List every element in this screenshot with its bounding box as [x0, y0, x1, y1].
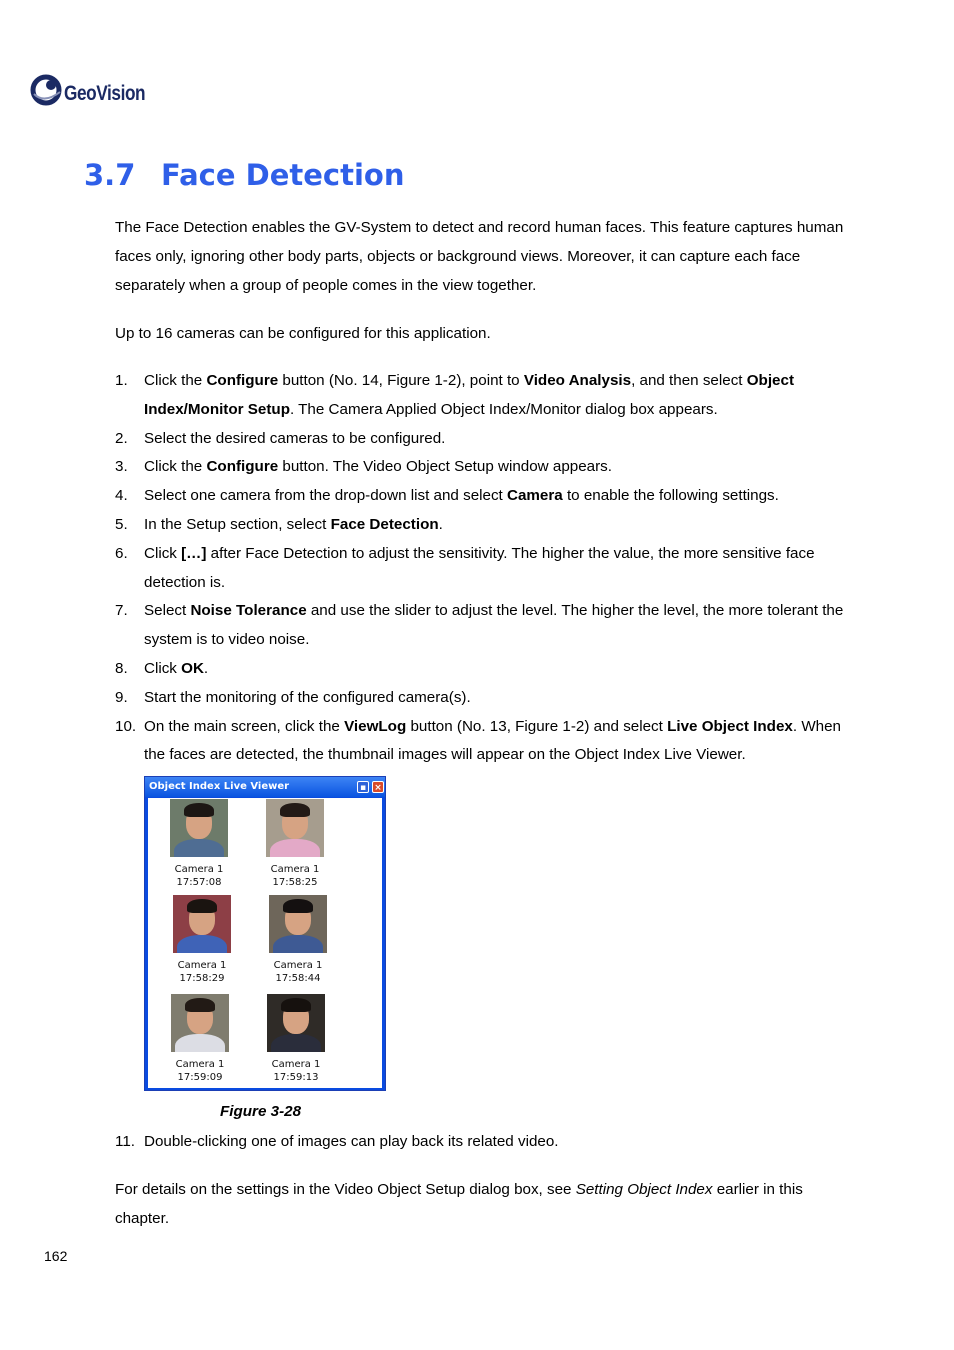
section-title: Face Detection [161, 158, 405, 192]
step-emphasis: ViewLog [344, 717, 407, 735]
closing-text-after: earlier in this chapter. [115, 1181, 803, 1227]
face-body [174, 839, 224, 857]
step-text: button. The Video Object Setup window appears. [278, 458, 612, 476]
face-image[interactable] [170, 799, 228, 857]
face-thumbnail[interactable] [255, 799, 335, 889]
face-body [175, 1034, 225, 1052]
thumbnail-camera: Camera 1 [271, 1059, 321, 1070]
step-text: Click [144, 659, 182, 677]
step-emphasis: Configure [206, 372, 279, 389]
step-number: 8. [115, 659, 128, 677]
face-body [177, 935, 227, 953]
pin-icon[interactable]: ▪ [357, 781, 369, 793]
thumbnail-time: 17:58:29 [179, 973, 225, 984]
step-text: In the Setup section, select [144, 515, 331, 533]
face-hair [283, 899, 313, 913]
step-text: after Face Detection to adjust the sensitivity. The higher the value, the more sensitive face detection is. [144, 544, 815, 591]
face-image[interactable] [267, 994, 325, 1052]
thumbnail-camera: Camera 1 [270, 864, 320, 875]
step-emphasis: Noise Tolerance [190, 602, 307, 620]
step-continuation: When the faces are detected, the thumbnail images will appear on the Object Index Live Viewer. [144, 717, 841, 764]
step-text: . [438, 515, 443, 533]
thumbnail-camera: Camera 1 [175, 1059, 225, 1070]
face-hair [281, 998, 311, 1012]
camera-limit-paragraph: Up to 16 cameras can be configured for this application. [115, 325, 491, 342]
step-text: Double-clicking one of images can play back its related video. [144, 1133, 559, 1150]
step-3 [115, 453, 845, 482]
thumbnail-time: 17:57:08 [176, 877, 222, 888]
step-emphasis: Live Object Index [667, 717, 793, 735]
logo-wordmark: GeoVision [64, 82, 146, 105]
step-text: , and then select [631, 372, 747, 389]
closing-reference: Setting Object Index [575, 1181, 713, 1198]
step-8 [115, 655, 845, 684]
thumbnail-time: 17:58:44 [275, 973, 321, 984]
thumbnail-camera: Camera 1 [273, 960, 323, 971]
step-7 [115, 597, 845, 655]
face-body [273, 935, 323, 953]
step-text: Click [144, 544, 182, 562]
step-emphasis: Video Analysis [523, 372, 632, 389]
face-thumbnail[interactable] [160, 994, 240, 1084]
step-10 [115, 713, 845, 771]
thumbnail-time: 17:58:25 [272, 877, 318, 888]
step-number: 11. [115, 1133, 135, 1150]
step-text: Select one camera from the drop-down list and select [144, 487, 507, 505]
viewer-title: Object Index Live Viewer [149, 781, 290, 792]
intro-paragraph: The Face Detection enables the GV-System to detect and record human faces. This feature captures human faces only, ignoring other body parts, objects or background views. Moreover, it can capture each face separately when a group of people comes in the view together. [115, 219, 844, 294]
step-text: to enable the following settings. [562, 487, 779, 505]
step-text: button (No. 14, Figure 1-2), point to [278, 372, 524, 389]
step-text: Select [144, 602, 191, 620]
step-2 [115, 425, 845, 454]
face-thumbnail[interactable] [256, 994, 336, 1084]
step-emphasis: Object Index/Monitor Setup [144, 372, 794, 418]
step-number: 1. [115, 372, 128, 389]
geovision-swirl-icon [30, 72, 64, 108]
viewer-titlebar[interactable] [145, 777, 385, 797]
face-image[interactable] [269, 895, 327, 953]
face-image[interactable] [171, 994, 229, 1052]
step-emphasis: Configure [206, 458, 279, 476]
step-text: . [792, 717, 798, 735]
step-text: Click the [144, 458, 207, 476]
face-thumbnail[interactable] [159, 799, 239, 889]
step-emphasis: OK [181, 659, 204, 677]
close-icon[interactable]: × [372, 781, 384, 793]
section-heading [84, 158, 404, 192]
step-number: 7. [115, 602, 128, 620]
thumbnail-time: 17:59:09 [177, 1072, 223, 1083]
face-thumbnail[interactable] [162, 895, 242, 985]
section-number: 3.7 [84, 158, 136, 192]
face-hair [280, 803, 310, 817]
step-text: Start the monitoring of the configured camera(s). [144, 688, 471, 706]
closing-text-before: For details on the settings in the Video Object Setup dialog box, see [115, 1181, 576, 1198]
step-6 [115, 540, 845, 598]
step-4 [115, 482, 845, 511]
step-text: Select the desired cameras to be configured. [144, 429, 446, 447]
step-text: Click the [144, 372, 207, 389]
face-hair [185, 998, 215, 1012]
step-5 [115, 511, 845, 540]
viewer-thumbnail-area [148, 798, 382, 1088]
step-text: . The Camera Applied Object Index/Monitor dialog box appears. [289, 400, 718, 418]
thumbnail-camera: Camera 1 [177, 960, 227, 971]
page-number: 162 [44, 1248, 68, 1264]
step-text: . [203, 659, 209, 677]
face-hair [187, 899, 217, 913]
step-emphasis: Face Detection [330, 515, 439, 533]
thumbnail-camera: Camera 1 [174, 864, 224, 875]
step-text: On the main screen, click the [144, 717, 345, 735]
face-thumbnail[interactable] [258, 895, 338, 985]
face-hair [184, 803, 214, 817]
step-number: 6. [115, 544, 128, 562]
step-emphasis: […] [181, 544, 207, 562]
step-number: 2. [115, 429, 128, 447]
step-number: 5. [115, 515, 128, 533]
step-emphasis: Camera [507, 487, 563, 505]
step-text: button (No. 13, Figure 1-2) and select [406, 717, 668, 735]
step-number: 4. [115, 487, 128, 505]
face-body [270, 839, 320, 857]
setup-steps-list [115, 367, 845, 770]
closing-paragraph [115, 1175, 845, 1233]
step-number: 10. [115, 717, 137, 735]
step-9 [115, 684, 845, 713]
step-number: 9. [115, 688, 128, 706]
step-text: and use the slider to adjust the level. The higher the level, the more tolerant the system is to video noise. [144, 602, 844, 649]
thumbnail-time: 17:59:13 [273, 1072, 319, 1083]
step-number: 3. [115, 458, 128, 476]
face-image[interactable] [173, 895, 231, 953]
face-body [271, 1034, 321, 1052]
figure-caption: Figure 3-28 [220, 1103, 302, 1120]
object-index-live-viewer-window [144, 776, 386, 1091]
face-image[interactable] [266, 799, 324, 857]
step-1 [115, 367, 845, 425]
